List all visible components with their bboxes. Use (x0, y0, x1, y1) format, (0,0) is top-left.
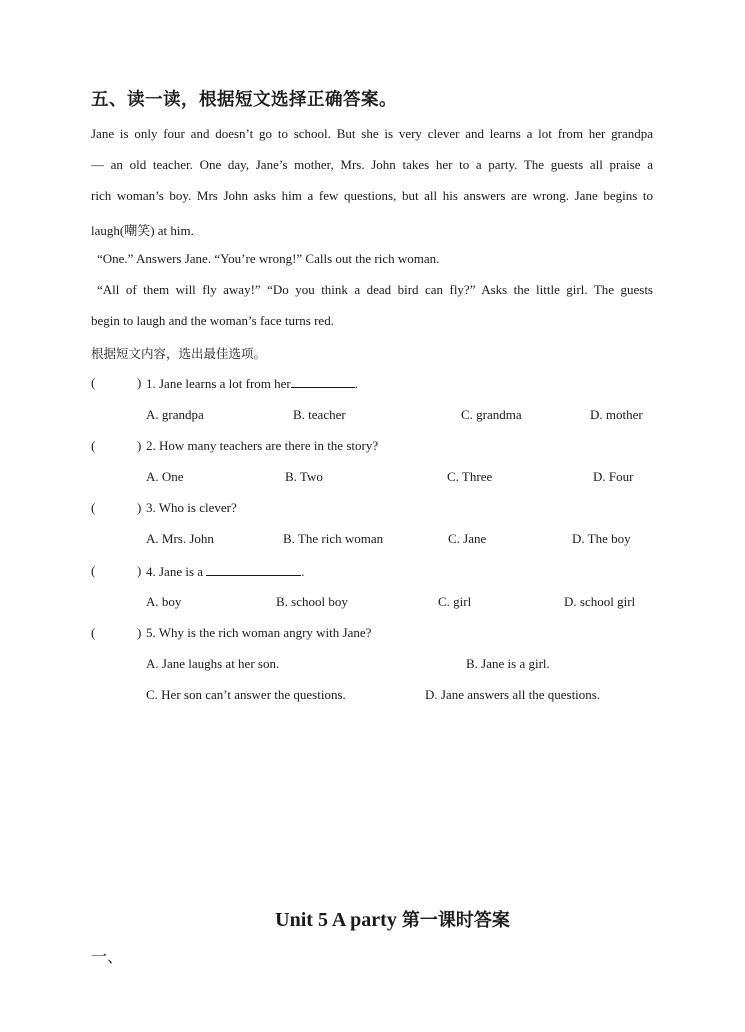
passage-line-1: Jane is only four and doesn’t go to school. But she is very clever and learns a lot from her grandpa (91, 126, 653, 141)
option-a[interactable]: A. Jane laughs at her son. (146, 656, 280, 671)
answer-key-title (0, 906, 745, 932)
answer-paren-open: ( (91, 500, 96, 515)
answer-key-title-en: Unit 5 A party (275, 909, 397, 931)
answer-blank[interactable] (291, 375, 355, 388)
passage-line-3: rich woman’s boy. Mrs John asks him a few questions, but all his answers are wrong. Jane begins to (91, 188, 653, 203)
answer-paren-close: ) (137, 500, 142, 515)
option-a[interactable]: A. boy (146, 594, 182, 609)
question-3 (91, 500, 651, 518)
question-1 (91, 375, 651, 393)
option-b[interactable]: B. Two (285, 469, 323, 484)
question-text: 4. Jane is a . (146, 564, 305, 579)
option-a[interactable]: A. grandpa (146, 407, 204, 422)
answer-blank[interactable] (206, 563, 301, 576)
option-a[interactable]: A. One (146, 469, 184, 484)
answer-paren-open: ( (91, 625, 96, 640)
option-b[interactable]: B. Jane is a girl. (466, 656, 550, 671)
answer-paren-open: ( (91, 375, 96, 390)
option-d[interactable]: D. The boy (572, 531, 631, 546)
question-5 (91, 625, 651, 643)
answer-paren-close: ) (137, 563, 142, 578)
option-c[interactable]: C. Three (447, 469, 493, 484)
passage-line-2: — an old teacher. One day, Jane’s mother, Mrs. John takes her to a party. The guests all praise a (91, 157, 653, 172)
answer-paren-open: ( (91, 438, 96, 453)
question-text: 5. Why is the rich woman angry with Jane? (146, 625, 372, 640)
passage-line-6: “All of them will fly away!” “Do you think a dead bird can fly?” Asks the little girl. The guests (97, 282, 653, 297)
question-text: 1. Jane learns a lot from her . (146, 376, 359, 391)
option-a[interactable]: A. Mrs. John (146, 531, 214, 546)
option-c[interactable]: C. grandma (461, 407, 522, 422)
passage-line-7: begin to laugh and the woman’s face turns red. (91, 313, 334, 328)
answer-paren-close: ) (137, 625, 142, 640)
option-c[interactable]: C. Jane (448, 531, 487, 546)
option-d[interactable]: D. mother (590, 407, 643, 422)
question-text: 3. Who is clever? (146, 500, 237, 515)
option-d[interactable]: D. school girl (564, 594, 636, 609)
question-text: 2. How many teachers are there in the story? (146, 438, 379, 453)
option-d[interactable]: D. Four (593, 469, 634, 484)
answer-section-one-label: 一、 (91, 947, 124, 966)
passage-line-4: laugh(嘲笑) at him. (91, 223, 194, 238)
answer-paren-close: ) (137, 375, 142, 390)
option-c[interactable]: C. girl (438, 594, 472, 609)
instruction-text: 根据短文内容，选出最佳选项。 (91, 346, 267, 361)
option-c[interactable]: C. Her son can’t answer the questions. (146, 687, 346, 702)
answer-key-title-cn: 第一课时答案 (401, 910, 510, 931)
question-2 (91, 438, 651, 456)
section-heading: 五、读一读，根据短文选择正确答案。 (91, 90, 397, 110)
question-4 (91, 563, 651, 581)
option-b[interactable]: B. teacher (293, 407, 346, 422)
option-d[interactable]: D. Jane answers all the questions. (425, 687, 601, 702)
option-b[interactable]: B. school boy (276, 594, 348, 609)
option-b[interactable]: B. The rich woman (283, 531, 384, 546)
answer-paren-open: ( (91, 563, 96, 578)
passage-line-5: “One.” Answers Jane. “You’re wrong!” Calls out the rich woman. (97, 251, 440, 266)
answer-paren-close: ) (137, 438, 142, 453)
